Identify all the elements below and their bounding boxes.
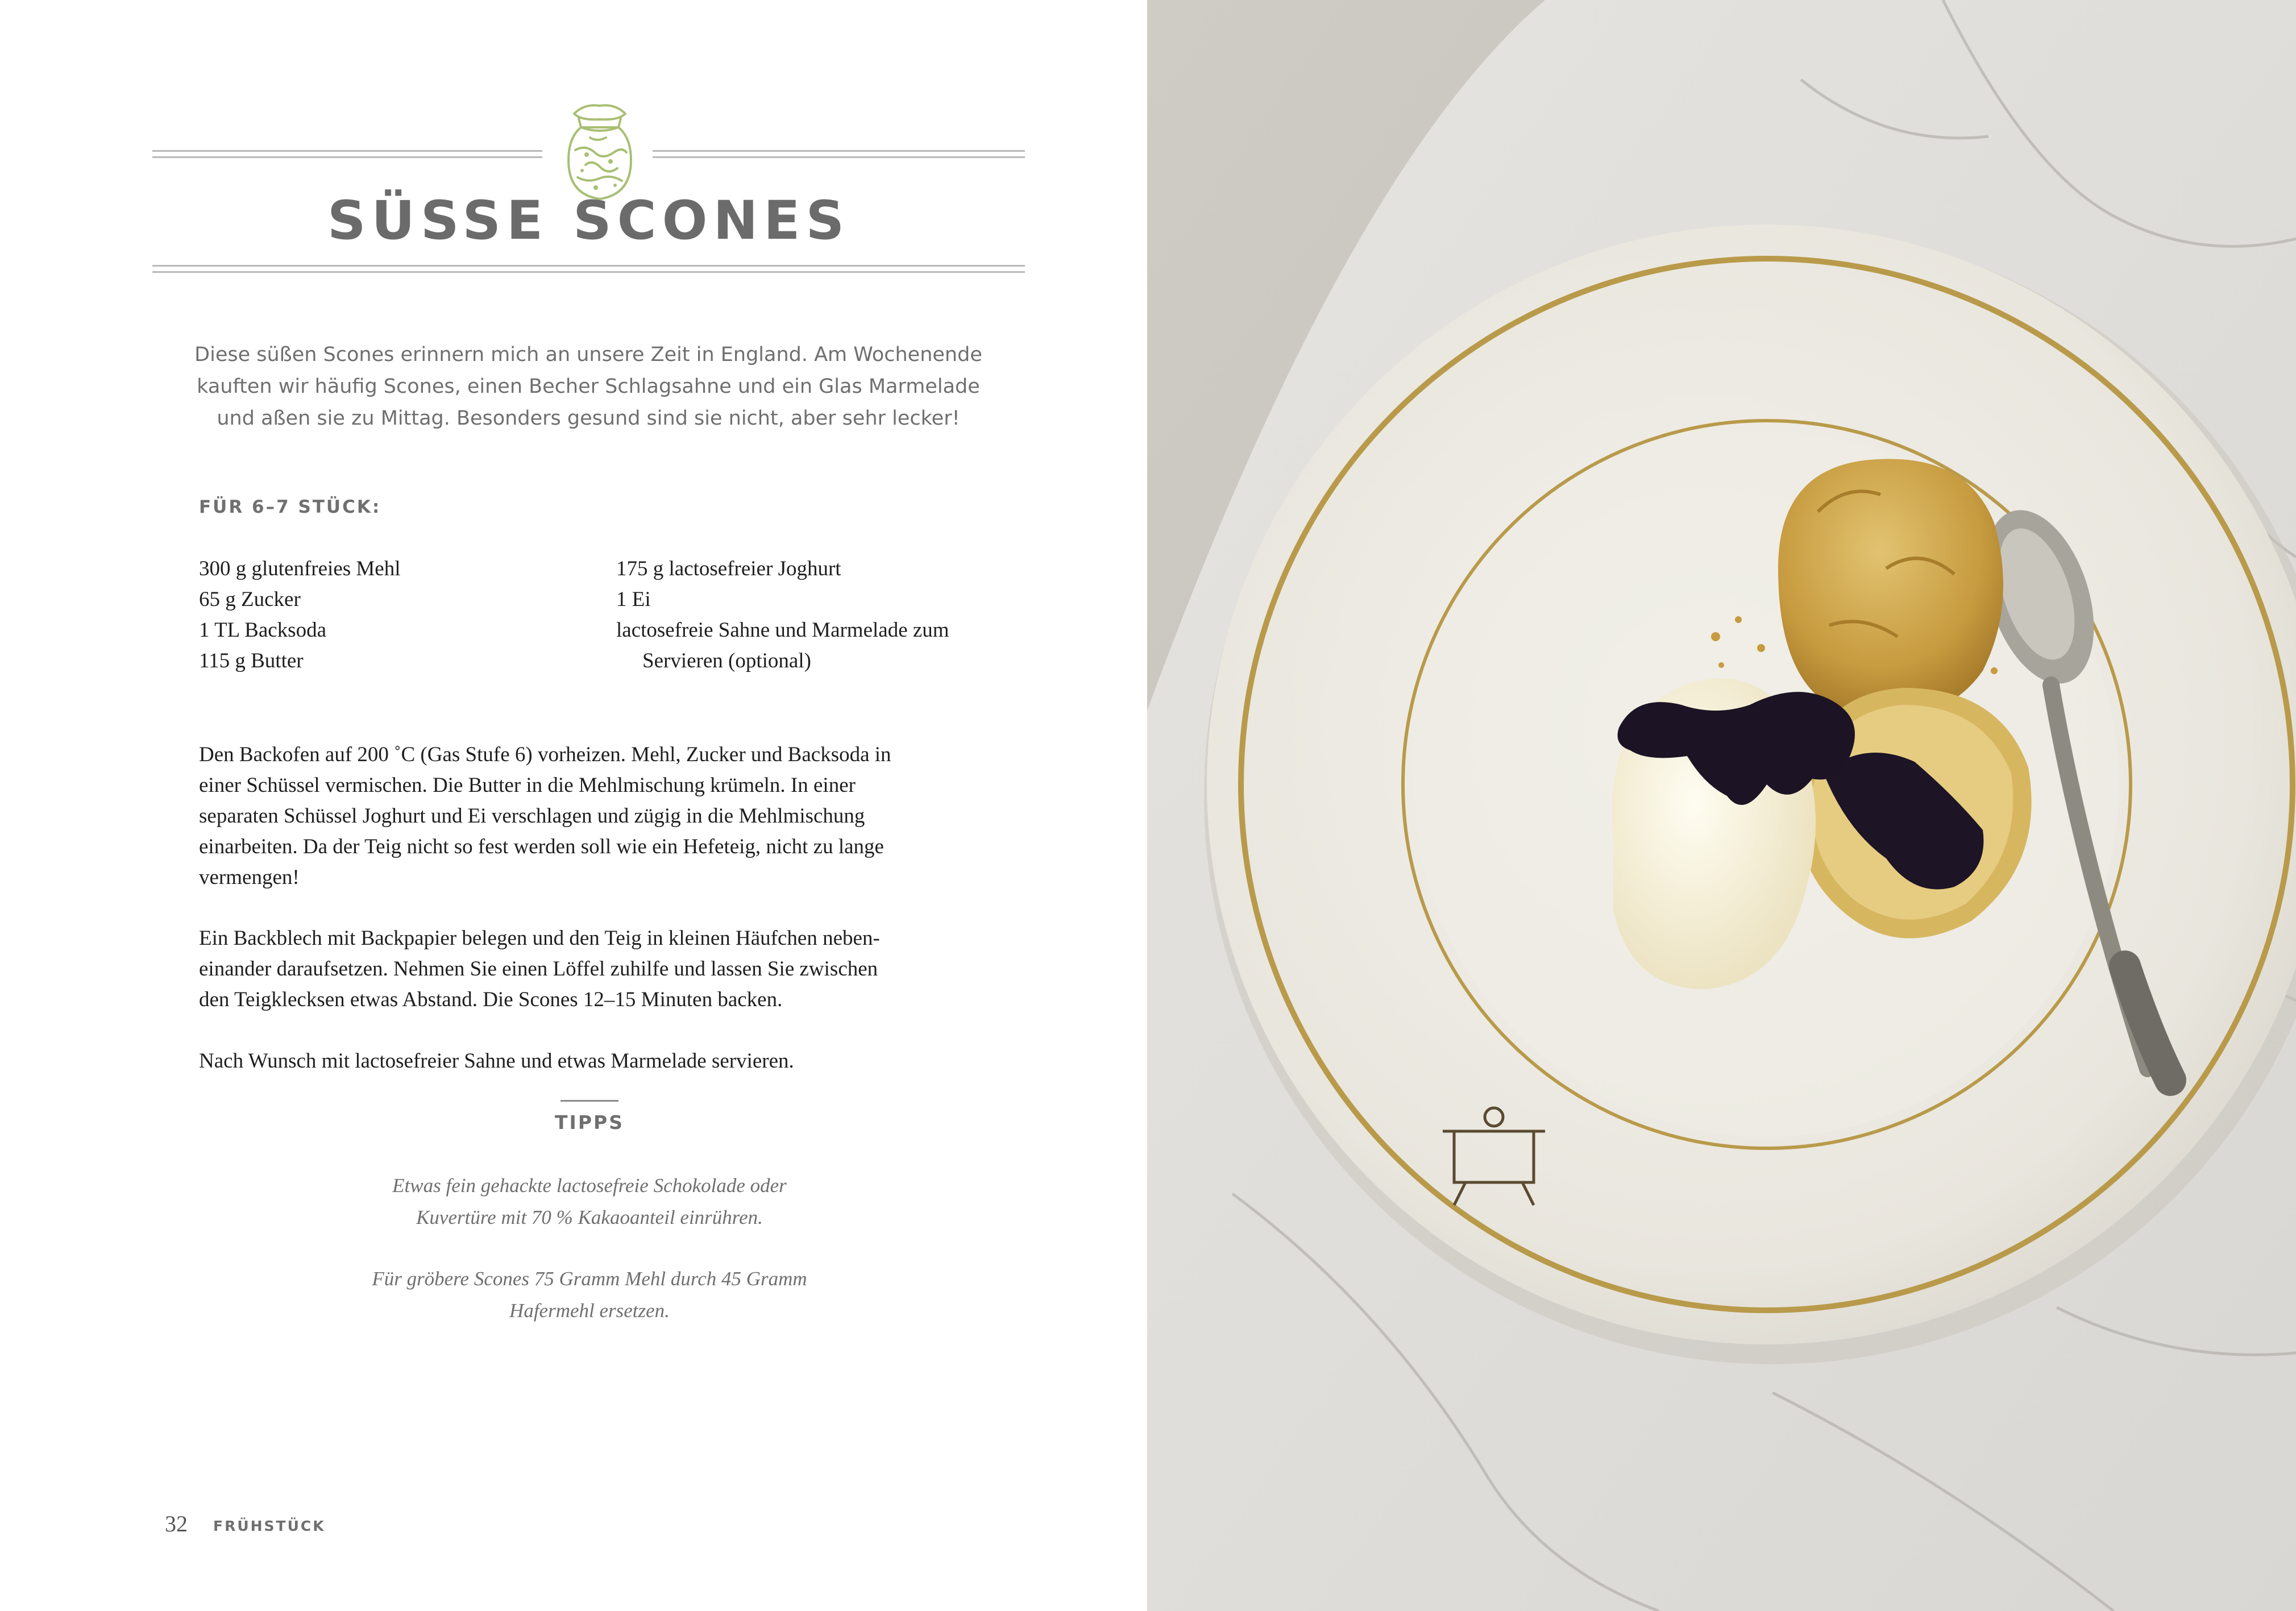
ingredients-column-right [616,554,1128,676]
step-line: vermengen! [199,866,300,889]
tips-divider [560,1100,618,1102]
servings-label: FÜR 6–7 STÜCK: [199,497,381,517]
step-paragraph [199,923,1086,1015]
recipe-intro [171,339,1006,434]
step-line: Den Backofen auf 200 ˚C (Gas Stufe 6) vorheizen. Mehl, Zucker und Backsoda in [199,743,891,766]
ingredients-column-left [199,554,597,676]
section-name: FRÜHSTÜCK [213,1518,326,1534]
step-line: separaten Schüssel Joghurt und Ei verschlagen und zügig in die Mehlmischung [199,804,865,828]
step-line: einarbeiten. Da der Teig nicht so fest werden soll wie ein Hefeteig, nicht zu lange [199,835,884,858]
ingredient-item: 1 Ei [616,588,651,611]
step-line: einander daraufsetzen. Nehmen Sie einen Löffel zuhilfe und lassen Sie zwischen [199,957,878,981]
tip-line: Etwas fein gehackte lactosefreie Schokolade oder [392,1174,787,1197]
intro-line: kauften wir häufig Scones, einen Becher Schlagsahne und ein Glas Marmelade [197,375,980,398]
tip-line: Hafermehl ersetzen. [509,1299,670,1322]
recipe-page [0,0,1147,1611]
title-rule-bottom [152,265,1025,273]
intro-line: und aßen sie zu Mittag. Besonders gesund sind sie nicht, aber sehr lecker! [217,407,960,430]
step-line: den Teigklecksen etwas Abstand. Die Scones 12–15 Minuten backen. [199,988,783,1011]
page-number: 32 [165,1511,188,1537]
tip-text [284,1170,895,1234]
step-paragraph [199,1046,1086,1077]
tip-text [284,1263,895,1327]
ingredient-item: 115 g Butter [199,649,304,672]
tip-line: Kuvertüre mit 70 % Kakaoanteil einrühren. [416,1206,763,1228]
ingredient-item: 175 g lactosefreier Joghurt [616,557,841,580]
ingredient-item: 65 g Zucker [199,588,301,611]
ingredient-item: lactosefreie Sahne und Marmelade zum [616,618,949,642]
scones-photo [1147,0,2296,1611]
step-paragraph [199,740,1086,893]
ingredient-item: 300 g glutenfreies Mehl [199,557,401,580]
recipe-title: SÜSSE SCONES [327,190,850,252]
intro-line: Diese süßen Scones erinnern mich an unsere Zeit in England. Am Wochenende [194,343,982,366]
step-line: Ein Backblech mit Backpapier belegen und den Teig in kleinen Häufchen neben- [199,927,880,950]
ingredient-item: Servieren (optional) [642,649,811,672]
whole-scone [1778,459,2003,718]
step-line: Nach Wunsch mit lactosefreier Sahne und etwas Marmelade servieren. [199,1049,794,1073]
tip-line: Für gröbere Scones 75 Gramm Mehl durch 45 Gramm [372,1268,807,1290]
tips-heading: TIPPS [555,1111,624,1133]
step-line: einer Schüssel vermischen. Die Butter in die Mehlmischung krümeln. In einer [199,774,856,797]
ingredient-item: 1 TL Backsoda [199,618,327,642]
